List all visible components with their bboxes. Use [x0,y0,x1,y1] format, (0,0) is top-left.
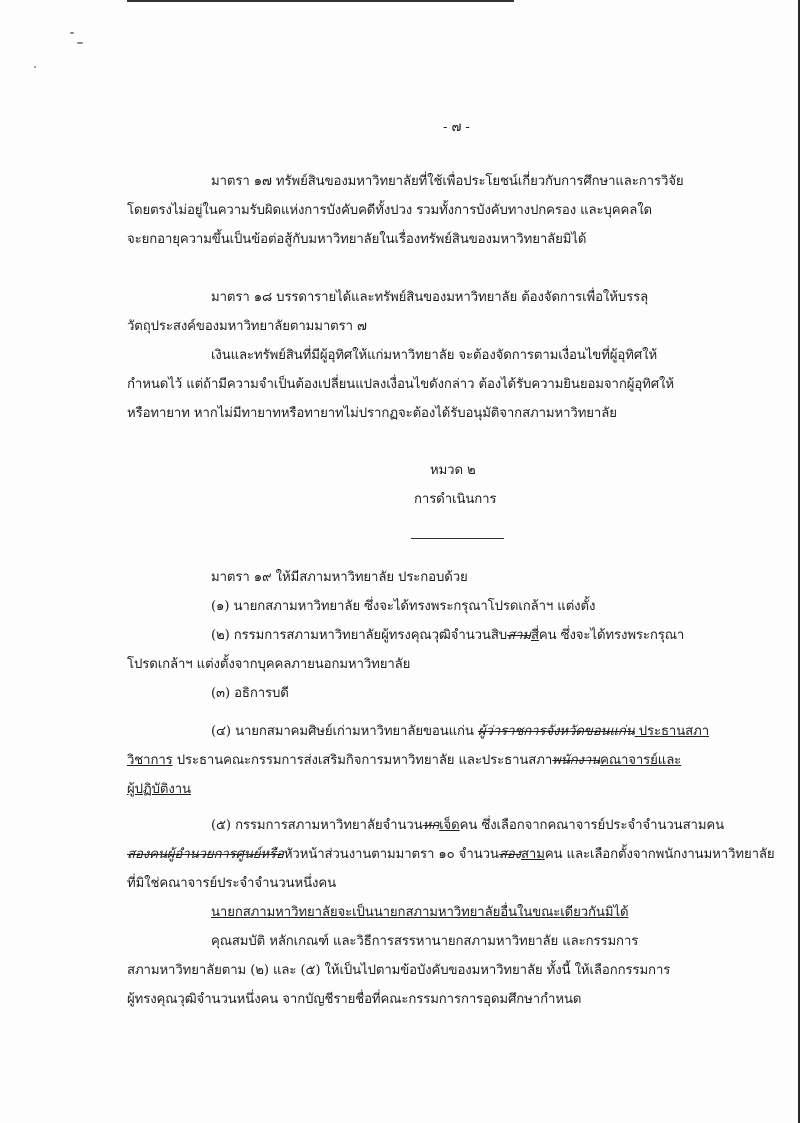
section-19-restriction: นายกสภามหาวิทยาลัยจะเป็นนายกสภามหาวิทยาลัยอื่นในขณะเดียวกันมิได้ [211,905,629,920]
section-19-intro: มาตรา ๑๙ ให้มีสภามหาวิทยาลัย ประกอบด้วย [211,570,468,585]
section-17-line-2: โดยตรงไม่อยู่ในความรับผิดแห่งการบังคับคดีทั้งปวง รวมทั้งการบังคับทางปกครอง และบุคคลใด [127,203,652,218]
section-18-line-1: มาตรา ๑๘ บรรดารายได้และทรัพย์สินของมหาวิทยาลัย ต้องจัดการเพื่อให้บรรลุ [211,290,649,305]
section-19-item-2-line-1 [211,627,684,645]
item-2-text-d: คน ซึ่งจะได้ทรงพระกรุณา [538,628,685,643]
item-4-inserted-word: วิชาการ [127,753,173,768]
section-19-item-5-line-1 [211,817,724,835]
section-18-para-2-line-1: เงินและทรัพย์สินที่มีผู้อุทิศให้แก่มหาวิทยาลัย จะต้องจัดการตามเงื่อนไขที่ผู้อุทิศให้ [211,348,658,363]
item-5-inserted-word: เจ็ด [439,818,460,833]
section-19-item-4-line-3: ผู้ปฏิบัติงาน [127,782,191,797]
section-19-qualification-line-3: ผู้ทรงคุณวุฒิจำนวนหนึ่งคน จากบัญชีรายชื่อที่คณะกรรมการการอุดมศึกษากำหนด [127,992,582,1007]
section-17-line-3: จะยกอายุความขึ้นเป็นข้อต่อสู้กับมหาวิทยาลัยในเรื่องทรัพย์สินของมหาวิทยาลัยมิได้ [127,232,587,247]
chapter-title: การดำเนินการ [414,492,497,507]
chapter-number: หมวด ๒ [430,463,476,478]
section-19-item-4-line-2 [127,752,681,770]
item-4-text-c: ประธานสภา [634,724,710,739]
item-2-text-a: (๒) กรรมการสภามหาวิทยาลัยผู้ทรงคุณวุฒิจำนวนสิบ [211,628,508,643]
chapter-divider [411,538,504,539]
item-5-text-e: คน และเลือกตั้งจากพนักงานมหาวิทยาลัย [544,847,775,862]
section-18-para-2-line-3: หรือทายาท หากไม่มีทายาทหรือทายาทไม่ปรากฏจะต้องได้รับอนุมัติจากสภามหาวิทยาลัย [127,406,617,421]
section-19-item-2-line-2: โปรดเกล้าฯ แต่งตั้งจากบุคคลภายนอกมหาวิทยาลัย [127,657,411,672]
item-5-deleted-phrase: สองคนผู้อำนวยการศูนย์หรือ [127,847,284,862]
section-19-item-5-line-3: ที่มิใช่คณาจารย์ประจำจำนวนหนึ่งคน [127,876,336,891]
top-rule [127,0,514,2]
item-4-deleted-phrase: ผู้ว่าราชการจังหวัดขอนแก่น [477,724,635,739]
item-2-inserted-word: สี่ [530,628,539,643]
item-4-deleted-word: พนักงาน [552,753,601,768]
item-4-text-a: (๔) นายกสมาคมศิษย์เก่ามหาวิทยาลัยขอนแก่น [211,724,478,739]
item-5-text-b: หัวหน้าส่วนงานตามมาตรา ๑๐ จำนวน [283,847,499,862]
section-19-qualification-line-2: สภามหาวิทยาลัยตาม (๒) และ (๕) ให้เป็นไปตามข้อบังคับของมหาวิทยาลัย ทั้งนี้ ให้เลือกกรรมการ [127,963,671,978]
section-17-line-1: มาตรา ๑๗ ทรัพย์สินของมหาวิทยาลัยที่ใช้เพื่อประโยชน์เกี่ยวกับการศึกษาและการวิจัย [211,174,684,189]
item-5-text-d: คน ซึ่งเลือกจากคณาจารย์ประจำจำนวนสามคน [459,818,725,833]
scan-speck [77,42,83,44]
section-19-item-5-line-2 [127,846,775,864]
scan-speck [70,32,74,34]
item-4-text-b: ประธานคณะกรรมการส่งเสริมกิจการมหาวิทยาลัย และประธานสภา [172,753,553,768]
section-19-item-4-line-1 [211,723,709,741]
section-18-para-2-line-2: กำหนดไว้ แต่ถ้ามีความจำเป็นต้องเปลี่ยนแปลงเงื่อนไขดังกล่าว ต้องได้รับความยินยอมจากผู้อุทิศให้ [127,377,674,392]
section-19-qualification-line-1: คุณสมบัติ หลักเกณฑ์ และวิธีการสรรหานายกสภามหาวิทยาลัย และกรรมการ [211,934,639,949]
section-19-item-1: (๑) นายกสภามหาวิทยาลัย ซึ่งจะได้ทรงพระกรุณาโปรดเกล้าฯ แต่งตั้ง [211,599,596,614]
page-number: - ๗ - [443,120,470,135]
item-4-inserted-phrase: คณาจารย์และ [600,753,682,768]
item-5-deleted-word: หก [422,818,440,833]
section-19-item-3: (๓) อธิการบดี [211,686,289,701]
item-5-text-a: (๕) กรรมการสภามหาวิทยาลัยจำนวน [211,818,423,833]
item-5-deleted-number: สอง [498,847,521,862]
item-5-inserted-number: สาม [520,847,545,862]
section-18-line-2: วัตถุประสงค์ของมหาวิทยาลัยตามมาตรา ๗ [127,319,367,334]
scan-speck [34,66,36,68]
item-2-deleted-word: สาม [507,628,531,643]
